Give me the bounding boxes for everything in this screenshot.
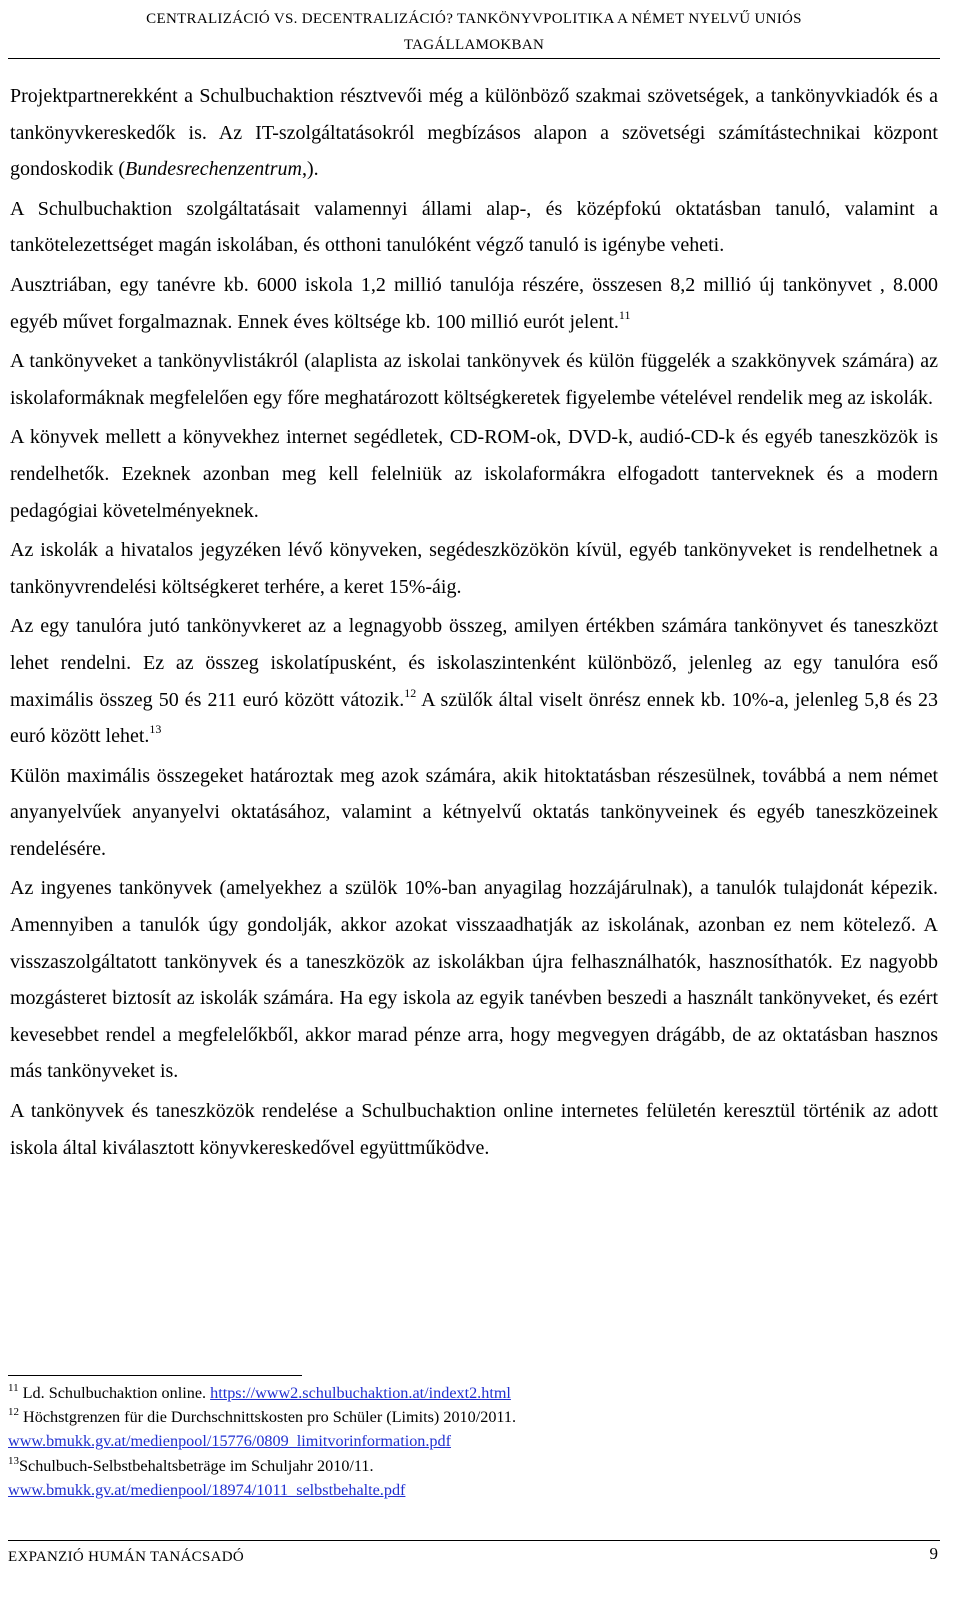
footnote-11: $^{11}$ Ld. Schulbuchaktion online. https://www2.schulbuchaktion.at/indext2.html: [8, 1382, 511, 1402]
footnote-ref-13: 13: [149, 722, 162, 737]
footnote-11-link[interactable]: https://www2.schulbuchaktion.at/indext2.html: [210, 1384, 511, 1402]
page-number: 9: [929, 1544, 938, 1563]
paragraph-partners: Projektpartnerekként a Schulbuchaktion résztvevői még a különböző szakmai szövetségek, a tankönyvkiadók és a tankönyvkereskedők is. Az IT-szolgáltatásokról megbízásos alapon a szövetségi számítástechnikai központ gondoskodik (Bundesrechenzentrum,).: [10, 85, 938, 181]
footnote-13-link-line: [8, 1478, 938, 1502]
paragraph-ordering: A tankönyvek és taneszközök rendelése a Schulbuchaktion online internetes felületén keresztül történik az adott iskola által kiválasztott könyvkereskedővel együttműködve.: [10, 1100, 938, 1159]
footer-organization: EXPANZIÓ HUMÁN TANÁCSADÓ: [8, 1549, 245, 1565]
body-text: [10, 78, 938, 1169]
footer-rule: [8, 1540, 940, 1541]
italic-term: Bundesrechenzentrum: [125, 158, 302, 181]
paragraph-free-books: Az ingyenes tankönyvek (amelyekhez a szülök 10%-ban anyagilag hozzájárulnak), a tanulók tulajdonát képezik. Amennyiben a tanulók úgy gondolják, akkor azokat visszaadhatják az iskolának, azonban ez nem kötelező. A visszaszolgáltatott tankönyvek és a taneszközök az iskolákban újra felhasználhatók, hasznosíthatók. Ez nagyobb mozgásteret biztosít az iskolák számára. Ha egy iskola az egyik tanévben beszedi a használt tankönyveket, és ezért kevesebbet rendel a megfelelőkből, akkor marad pénze arra, hogy megvegyen drágább, de az oktatásban hasznos más tankönyveket is.: [10, 877, 938, 1083]
running-header: [8, 6, 940, 58]
running-header-line-2: TAGÁLLAMOKBAN: [403, 37, 545, 53]
paragraph-supplements: A könyvek mellett a könyvekhez internet segédletek, CD-ROM-ok, DVD-k, audió-CD-k és egyéb taneszközök is rendelhetők. Ezeknek azonban meg kell felelniük az iskolaformákra elfogadott tanterveknek és a modern pedagógiai követelményeknek.: [10, 426, 938, 522]
footnote-12-link-line: [8, 1429, 938, 1453]
footnote-12-link[interactable]: www.bmukk.gv.at/medienpool/15776/0809_limitvorinformation.pdf: [8, 1432, 452, 1451]
footnote-ref-11: 11: [618, 307, 631, 322]
footnote-rule: [8, 1375, 302, 1376]
paragraph-eligibility: A Schulbuchaktion szolgáltatásait valamennyi állami alap-, és középfokú oktatásban tanuló, valamint a tankötelezettséget magán iskolában, és otthoni tanulóként végző tanuló is igénybe veheti.: [10, 197, 938, 257]
paragraph-lists: A tankönyveket a tankönyvlistákról (alaplista az iskolai tankönyvek és külön függelék a szakkönyvek számára) az iskolaformáknak megfelelően egy főre meghatározott költségkeretek figyelembe vételével rendelik meg az iskolák.: [10, 350, 938, 409]
paragraph-other-books: Az iskolák a hivatalos jegyzéken lévő könyveken, segédeszközökön kívül, egyéb tankönyveket is rendelhetnek a tankönyvrendelési költségkeret terhére, a keret 15%-áig.: [10, 539, 938, 598]
running-header-line-1: CENTRALIZÁCIÓ VS. DECENTRALIZÁCIÓ? TANKÖNYVPOLITIKA A NÉMET NYELVŰ UNIÓS: [146, 11, 802, 27]
footnote-12: $^{12}$ Höchstgrenzen für die Durchschnittskosten pro Schüler (Limits) 2010/2011.: [8, 1406, 517, 1427]
footnote-ref-12: 12: [404, 685, 417, 700]
paragraph-austria-stats: Ausztriában, egy tanévre kb. 6000 iskola 1,2 millió tanulója részére, összesen 8,2 millió új tankönyvet , 8.000 egyéb művet forgalmaznak. Ennek éves költsége kb. 100 millió eurót jelent.$^{11}$: [10, 273, 938, 333]
footnote-13: $^{13}$Schulbuch-Selbstbehaltsbeträge im Schuljahr 2010/11.: [8, 1454, 374, 1475]
paragraph-special-amounts: Külön maximális összegeket határoztak meg azok számára, akik hitoktatásban részesülnek, továbbá a nem német anyanyelvűek anyanyelvi oktatásához, valamint a kétnyelvű oktatás tankönyveinek és egyéb taneszközeinek rendelésére.: [10, 764, 938, 860]
paragraph-budget: Az egy tanulóra jutó tankönyvkeret az a legnagyobb összeg, amilyen értékben számára tankönyvet és taneszközt lehet rendelni. Ez az összeg iskolatípusként, és iskolaszintenként különböző, jelenleg az egy tanulóra eső maximális összeg 50 és 211 euró között vátozik.$^{12}$ A szülők által viselt önrész ennek kb. 10%-a, jelenleg 5,8 és 23 euró között lehet.$^{13}$: [10, 615, 938, 748]
footnote-13-link[interactable]: www.bmukk.gv.at/medienpool/18974/1011_selbstbehalte.pdf: [8, 1480, 406, 1499]
header-rule: [8, 58, 940, 59]
footnotes: [8, 1381, 938, 1502]
